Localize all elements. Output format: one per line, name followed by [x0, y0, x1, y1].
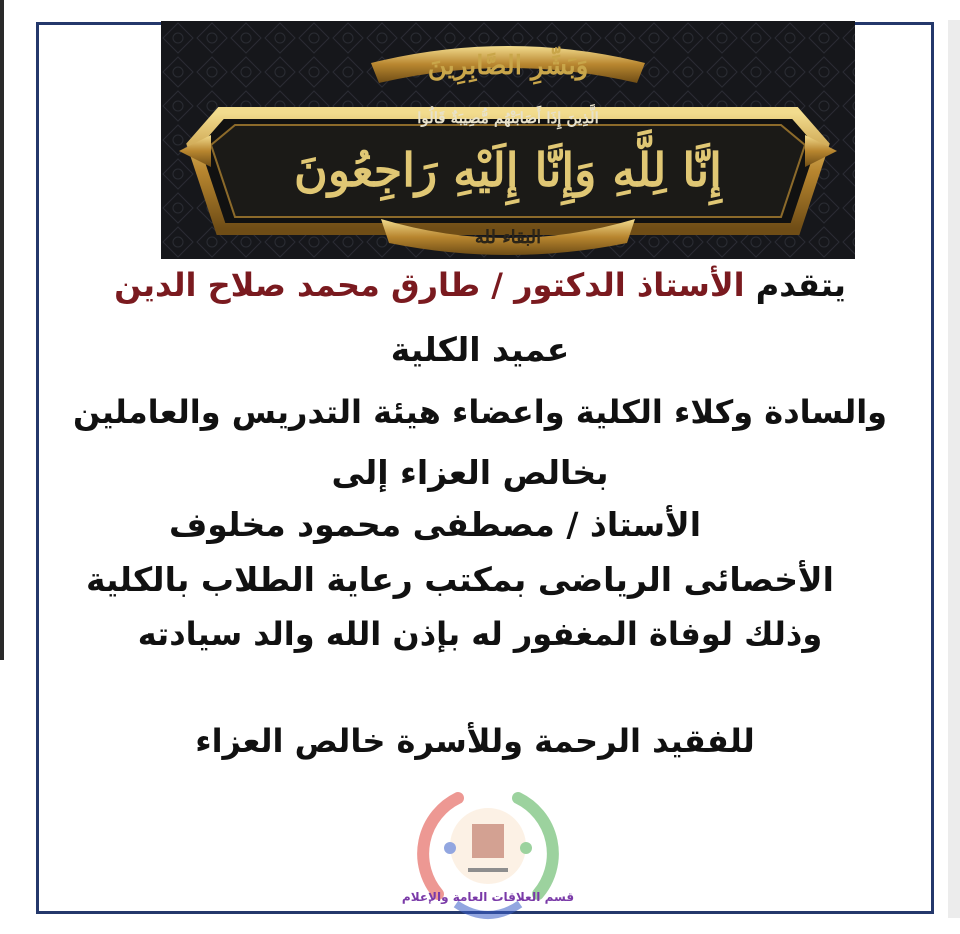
condolence-banner: [161, 21, 855, 259]
logo-caption: قسم العلاقات العامة والإعلام: [401, 890, 575, 904]
sender-name: الأستاذ الدكتور / طارق محمد صلاح الدين: [114, 266, 745, 304]
sender-line: [0, 266, 960, 304]
banner-verse-sub: الَّذِينَ إِذَا أَصَابَتْهُم مُّصِيبَةٌ قَالُوا: [417, 109, 599, 127]
condolence-intro: بخالص العزاء إلى: [331, 453, 609, 492]
banner-bottom-text: البقاء لله: [474, 227, 542, 248]
banner-verse-top: وَبَشِّرِ الصَّابِرِينَ: [427, 51, 589, 81]
banner-main-calligraphy: إِنَّا لِلَّهِ وَإِنَّا إِلَيْهِ رَاجِعُونَ: [294, 143, 722, 197]
staff-line: والسادة وكلاء الكلية واعضاء هيئة التدريس والعاملين: [72, 393, 888, 431]
sender-prefix: يتقدم: [755, 266, 846, 304]
recipient-role: الأخصائى الرياضى بمكتب رعاية الطلاب بالكلية: [86, 560, 834, 599]
occasion-line: وذلك لوفاة المغفور له بإذن الله والد سيادته: [137, 615, 823, 653]
closing-line: للفقيد الرحمة وللأسرة خالص العزاء: [195, 722, 755, 760]
recipient-name: الأستاذ / مصطفى محمود مخلوف: [168, 505, 702, 544]
sender-title: عميد الكلية: [390, 330, 570, 369]
